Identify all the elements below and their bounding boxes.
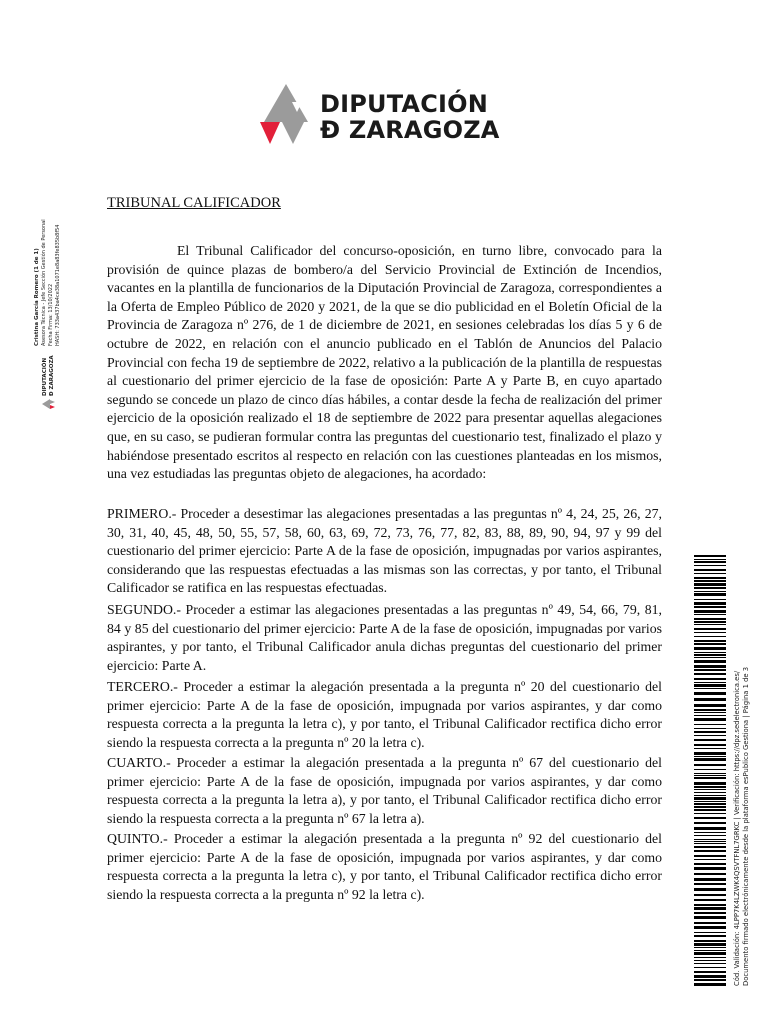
- barcode-bar: [694, 801, 726, 802]
- barcode-bar: [694, 952, 726, 955]
- barcode-bar: [694, 636, 726, 637]
- barcode-bar: [694, 735, 726, 736]
- barcode-bar: [694, 698, 726, 701]
- barcode-bar: [694, 859, 726, 860]
- barcode-bar: [694, 806, 726, 808]
- barcode-bar: [694, 577, 726, 579]
- barcode-bar: [694, 975, 726, 978]
- barcode-bar: [694, 850, 726, 852]
- barcode-bar: [694, 967, 726, 968]
- barcode-bar: [694, 846, 726, 848]
- barcode-bar: [694, 739, 726, 741]
- barcode-bar: [694, 599, 726, 600]
- barcode-bar: [694, 764, 726, 766]
- barcode-bar: [694, 602, 726, 605]
- barcode-bar: [694, 809, 726, 811]
- barcode-bar: [694, 777, 726, 779]
- barcode-bar: [694, 565, 726, 566]
- barcode-bar: [694, 932, 726, 933]
- barcode-bar: [694, 704, 726, 707]
- barcode-bar: [694, 769, 726, 770]
- barcode-bar: [694, 867, 726, 870]
- paragraph-tercero: TERCERO.- Proceder a estimar la alegación presentada a la pregunta nº 20 del cuestionario del primer ejercicio: Parte A de la fase de oposición, impugnada por varios aspirantes, y dar como respuesta correcta a la pregunta la letra c), y por tanto, el Tribunal Calificador rectifica dicho error siendo la respuesta correcta a la pregunta nº 20 la letra c).: [107, 679, 662, 750]
- stamp-hash: HASH: 733a437ba4ce38a1071e8a83fe835b8f54: [55, 224, 61, 346]
- barcode-bar: [694, 569, 726, 571]
- barcode-bar: [694, 614, 726, 615]
- barcode-bar: [694, 899, 726, 901]
- barcode-bar: [694, 606, 726, 608]
- document-title: TRIBUNAL CALIFICADOR: [107, 195, 281, 211]
- barcode-bar: [694, 843, 726, 844]
- validation-barcode: [694, 555, 726, 987]
- barcode-bar: [694, 888, 726, 891]
- diputacion-logo: [256, 82, 516, 152]
- barcode-bar: [694, 647, 726, 650]
- barcode-bar: [694, 618, 726, 620]
- barcode-bar: [694, 709, 726, 711]
- barcode-bar: [694, 817, 726, 819]
- barcode-bar: [694, 573, 726, 574]
- barcode-bar: [694, 692, 726, 695]
- stamp-logo-line1: DIPUTACIÓN: [42, 357, 48, 396]
- barcode-bar: [694, 960, 726, 961]
- barcode-bar: [694, 657, 726, 658]
- intro-text: El Tribunal Calificador del concurso-oposición, en turno libre, convocado para la provisión de quince plazas de bombero/a del Servicio Provincial de Extinción de Incendios, vacantes en la plantilla de funcionarios de la Diputación Provincial de Zaragoza, correspondientes a la Oferta de Empleo Público de 2020 y 2021, de la que se dio publicidad en el Boletín Oficial de la Provincia de Zaragoza nº 276, de 1 de diciembre de 2021, en sesiones celebradas los días 5 y 6 de octubre de 2022, en relación con el anuncio publicado en el Tablón de Anuncios del Palacio Provincial con fecha 19 de septiembre de 2022, relativo a la publicación de la plantilla de respuestas al cuestionario del primer ejercicio de la fase de oposición: Parte A y Parte B, en cuyo apartado segundo se concede un plazo de cinco días hábiles, a contar desde la fecha de realización del primer ejercicio de la oposición realizado el 18 de septiembre de 2022 para presentar aquellas alegaciones que, en su caso, se pudieran formular contra las preguntas del cuestionario test, finalizado el plazo y habiéndose presentado escritos al respecto en relación con las cuestiones planteadas en los mismos, una vez estudiadas las preguntas objeto de alegaciones, ha acordado:: [107, 243, 662, 482]
- barcode-bar: [694, 792, 726, 793]
- barcode-bar: [694, 789, 726, 790]
- barcode-bar: [694, 654, 726, 656]
- barcode-bar: [694, 839, 726, 840]
- barcode-bar: [694, 715, 726, 716]
- barcode-bar: [694, 935, 726, 937]
- barcode-bar: [694, 922, 726, 924]
- barcode-bar: [694, 907, 726, 910]
- barcode-bar: [694, 583, 726, 586]
- barcode-bar: [694, 797, 726, 800]
- paragraph-segundo: SEGUNDO.- Proceder a estimar las alegaciones presentadas a las preguntas nº 49, 54, 66, 79, 81, 84 y 85 del cuestionario del primer ejercicio: Parte A de la fase de oposición, impugnadas por varios aspirantes, y por tanto, el Tribunal Calificador anula dichas preguntas del cuestionario del primer ejercicio: Parte A.: [107, 602, 662, 673]
- barcode-bar: [694, 744, 726, 746]
- barcode-bar: [694, 835, 726, 836]
- barcode-bar: [694, 673, 726, 675]
- barcode-bar: [694, 555, 726, 557]
- intro-paragraph: [107, 242, 662, 484]
- barcode-bar: [694, 971, 726, 973]
- barcode-bar: [694, 855, 726, 857]
- barcode-bar: [694, 580, 726, 582]
- barcode-bar: [694, 684, 726, 687]
- signature-stamp: [26, 140, 72, 410]
- barcode-bar: [694, 979, 726, 981]
- barcode-bar: [694, 822, 726, 824]
- barcode-bar: [694, 786, 726, 788]
- barcode-bar: [694, 712, 726, 713]
- stamp-logo-icon: [42, 398, 56, 410]
- barcode-bar: [694, 587, 726, 589]
- barcode-bar: [694, 678, 726, 680]
- logo-triangles-icon: [256, 82, 320, 152]
- barcode-bar: [694, 773, 726, 774]
- validation-platform: Documento firmado electrónicamente desde la plataforma esPublico Gestiona | Página 1 de 3: [741, 666, 750, 986]
- barcode-bar: [694, 878, 726, 881]
- logo-text-diputacion: DIPUTACIÓN: [320, 90, 489, 118]
- barcode-bar: [694, 803, 726, 805]
- barcode-bar: [694, 728, 726, 729]
- validation-text: [733, 546, 759, 986]
- barcode-bar: [694, 841, 726, 842]
- stamp-text: [34, 136, 62, 346]
- barcode-bar: [694, 652, 726, 653]
- barcode-bar: [694, 561, 726, 563]
- barcode-bar: [694, 863, 726, 865]
- barcode-bar: [694, 624, 726, 625]
- barcode-bar: [694, 593, 726, 596]
- barcode-bar: [694, 904, 726, 906]
- stamp-position: Asesora Técnica - Jefe Sección Gestión de Personal: [41, 219, 47, 346]
- barcode-bar: [694, 718, 726, 721]
- barcode-bar: [694, 983, 726, 986]
- paragraph-primero: PRIMERO.- Proceder a desestimar las alegaciones presentadas a las preguntas nº 4, 24, 25, 26, 27, 30, 31, 40, 45, 48, 50, 55, 57, 58, 60, 63, 69, 72, 73, 76, 77, 82, 83, 88, 89, 90, 94, 97 y 99 del cuestionario del primer ejercicio: Parte A de la fase de oposición, impugnadas por varios aspirantes, considerando que las respuestas efectuadas a las mismas son las correctas, y por tanto, el Tribunal Calificador se ratifica en las respuestas efectuadas.: [107, 506, 662, 596]
- barcode-bar: [694, 813, 726, 814]
- barcode-bar: [694, 873, 726, 875]
- barcode-bar: [694, 643, 726, 645]
- barcode-bar: [694, 795, 726, 796]
- barcode-bar: [694, 912, 726, 914]
- barcode-bar: [694, 916, 726, 919]
- barcode-bar: [694, 752, 726, 755]
- barcode-bar: [694, 827, 726, 830]
- barcode-bar: [694, 782, 726, 785]
- validation-code: Cód. Validación: 4LPP7K4LZWK4QSVTFNL7GRKC | Verificación: https://dpz.sedelectronica.es/: [733, 670, 741, 986]
- barcode-bar: [694, 940, 726, 942]
- stamp-logo: [40, 350, 64, 410]
- barcode-bar: [694, 756, 726, 757]
- paragraph-quinto: QUINTO.- Proceder a estimar la alegación presentada a la pregunta nº 92 del cuestionario del primer ejercicio: Parte A de la fase de oposición, impugnada por varios aspirantes, y dar como respuesta correcta a la pregunta la letra c), y por tanto, el Tribunal Calificador rectifica dicho error siendo la respuesta correcta a la pregunta nº 92 la letra c).: [107, 831, 662, 902]
- barcode-bar: [694, 621, 726, 623]
- barcode-bar: [694, 628, 726, 630]
- barcode-bar: [694, 947, 726, 948]
- barcode-bar: [694, 660, 726, 663]
- barcode-bar: [694, 748, 726, 749]
- paragraph-cuarto: CUARTO.- Proceder a estimar la alegación presentada a la pregunta nº 67 del cuestionario del primer ejercicio: Parte A de la fase de oposición, impugnada por varios aspirantes, y dar como respuesta correcta a la pregunta la letra a), y por tanto, el Tribunal Calificador rectifica dicho error siendo la respuesta correcta a la pregunta nº 67 la letra a).: [107, 755, 662, 826]
- barcode-bar: [694, 724, 726, 725]
- barcode-bar: [694, 640, 726, 642]
- barcode-bar: [694, 665, 726, 668]
- barcode-bar: [694, 963, 726, 964]
- barcode-bar: [694, 775, 726, 776]
- stamp-date: Fecha Firma: 13/10/2022: [48, 283, 54, 346]
- barcode-bar: [694, 669, 726, 671]
- barcode-bar: [694, 731, 726, 733]
- logo-text-zaragoza: Ð ZARAGOZA: [320, 116, 500, 144]
- barcode-bar: [694, 943, 726, 946]
- barcode-bar: [694, 682, 726, 683]
- barcode-bar: [694, 559, 726, 560]
- barcode-bar: [694, 926, 726, 929]
- barcode-bar: [694, 632, 726, 633]
- barcode-bar: [694, 883, 726, 885]
- barcode-bar: [694, 832, 726, 833]
- barcode-bar: [694, 894, 726, 896]
- stamp-logo-line2: Ð ZARAGOZA: [49, 355, 55, 396]
- barcode-bar: [694, 688, 726, 689]
- barcode-bar: [694, 957, 726, 958]
- barcode-bar: [694, 610, 726, 613]
- barcode-bar: [694, 591, 726, 592]
- stamp-signer: Cristina García Romero (1 de 1): [34, 248, 40, 346]
- barcode-bar: [694, 950, 726, 951]
- barcode-bar: [694, 758, 726, 761]
